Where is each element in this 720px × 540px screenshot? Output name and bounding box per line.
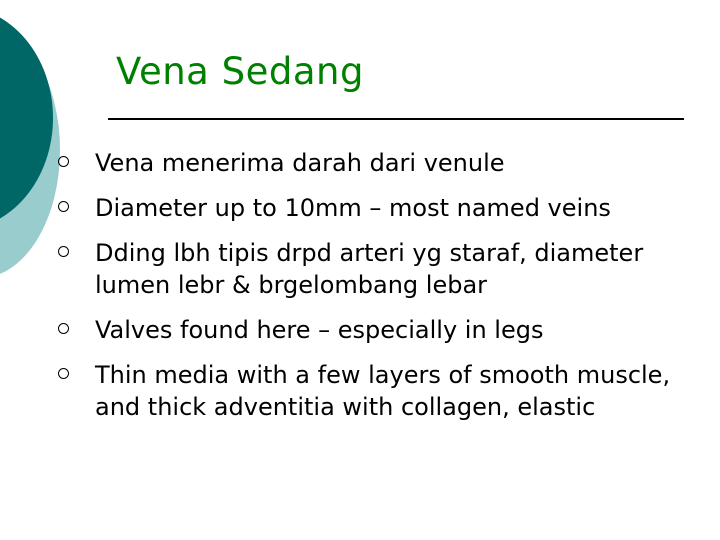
bullet-text: Dding lbh tipis drpd arteri yg staraf, diameter lumen lebr & brgelombang lebar xyxy=(95,239,644,299)
circle-bullet-icon xyxy=(58,368,69,379)
bullet-item xyxy=(58,147,698,179)
bullet-item xyxy=(58,359,698,423)
circle-bullet-icon xyxy=(58,246,69,257)
bullet-text: Valves found here – especially in legs xyxy=(95,316,544,344)
circle-bullet-icon xyxy=(58,156,69,167)
circle-bullet-icon xyxy=(58,201,69,212)
bullet-list xyxy=(58,147,698,436)
slide-title: Vena Sedang xyxy=(116,50,364,93)
bullet-text: Diameter up to 10mm – most named veins xyxy=(95,194,611,222)
bullet-text: Vena menerima darah dari venule xyxy=(95,149,505,177)
bullet-item xyxy=(58,237,698,301)
bullet-item xyxy=(58,314,698,346)
bullet-item xyxy=(58,192,698,224)
bullet-text: Thin media with a few layers of smooth muscle, and thick adventitia with collagen, elastic xyxy=(95,361,671,421)
title-underline xyxy=(108,118,684,120)
circle-bullet-icon xyxy=(58,323,69,334)
